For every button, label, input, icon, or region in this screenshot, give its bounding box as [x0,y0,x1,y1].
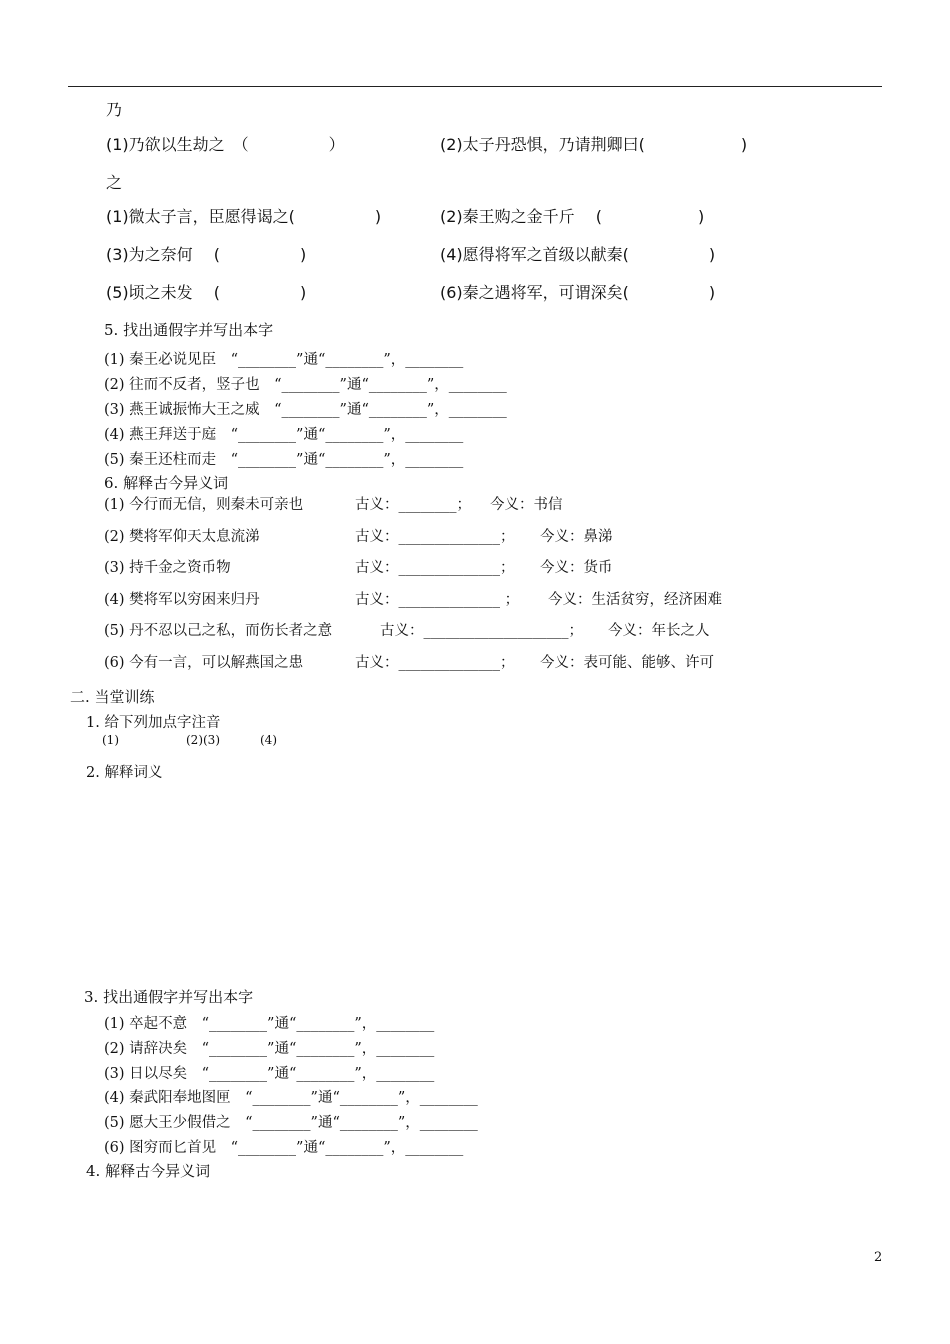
part2-q3-item-4: (4) 秦武阳奉地图匣 “________”通“________”，________ [104,1090,478,1106]
q6-jin-2: 今义：鼻涕 [540,529,613,545]
zhi-item-3: (3)为之奈何 ( ) [106,245,307,264]
part2-title: 二. 当堂训练 [70,688,155,706]
nai-item-2: (2)太子丹恐惧，乃请荆卿曰( ) [440,135,748,154]
part2-q3-title: 3. 找出通假字并写出本字 [84,988,254,1006]
q6-sentence-6: (6) 今有一言，可以解燕国之患 [104,655,304,671]
q5-item-5: (5) 秦王还柱而走 “________”通“________”，________ [104,452,464,468]
part2-q3-item-2: (2) 请辞决矣 “________”通“________”，________ [104,1041,435,1057]
part2-q1: 1. 给下列加点字注音 [86,715,221,731]
q6-gu-4: 古义：______________ ； [355,592,520,608]
section-heading-zhi: 之 [106,173,123,192]
part2-q1-item-3: (4) [260,733,277,747]
zhi-item-5: (5)顷之未发 ( ) [106,283,307,302]
q6-gu-3: 古义：______________； [355,560,515,576]
section-heading-nai: 乃 [106,100,123,119]
q6-jin-3: 今义：货币 [540,560,613,576]
q6-gu-1: 古义：________； [355,497,471,513]
q6-gu-2: 古义：______________； [355,529,515,545]
part2-q3-item-1: (1) 卒起不意 “________”通“________”，________ [104,1016,435,1032]
q6-sentence-2: (2) 樊将军仰天太息流涕 [104,529,260,545]
part2-q3-item-5: (5) 愿大王少假借之 “________”通“________”，________ [104,1115,478,1131]
part2-q2: 2. 解释词义 [86,765,163,781]
part2-q1-item-1: (1) [102,733,119,747]
q6-jin-5: 今义：年长之人 [608,623,710,639]
header-rule [68,86,882,87]
q5-item-1: (1) 秦王必说见臣 “________”通“________”，________ [104,352,464,368]
q6-sentence-5: (5) 丹不忍以己之私，而伤长者之意 [104,623,333,639]
page-number: 2 [874,1250,883,1265]
zhi-item-6: (6)秦之遇将军，可谓深矣( ) [440,283,716,302]
q5-item-4: (4) 燕王拜送于庭 “________”通“________”，________ [104,427,464,443]
q6-jin-1: 今义：书信 [490,497,563,513]
part2-q3-item-3: (3) 日以尽矣 “________”通“________”，________ [104,1066,435,1082]
q6-jin-4: 今义：生活贫穷，经济困难 [548,592,722,608]
q6-sentence-4: (4) 樊将军以穷困来归丹 [104,592,260,608]
nai-item-1: (1)乃欲以生劫之 （ ） [106,135,345,154]
q6-title: 6. 解释古今异义词 [104,474,229,492]
q6-sentence-1: (1) 今行而无信，则秦未可亲也 [104,497,304,513]
zhi-item-2: (2)秦王购之金千斤 ( ) [440,207,705,226]
part2-q3-item-6: (6) 图穷而匕首见 “________”通“________”，________ [104,1140,464,1156]
part2-q4: 4. 解释古今异义词 [86,1162,211,1180]
q5-item-2: (2) 往而不反者，竖子也 “________”通“________”，________ [104,377,507,393]
q5-title: 5. 找出通假字并写出本字 [104,321,274,339]
zhi-item-1: (1)微太子言，臣愿得谒之( ) [106,207,382,226]
zhi-item-4: (4)愿得将军之首级以献秦( ) [440,245,716,264]
q6-gu-5: 古义：____________________； [380,623,583,639]
part2-q1-item-2: (2)(3) [186,733,220,747]
q6-jin-6: 今义：表可能、能够、许可 [540,655,714,671]
q5-item-3: (3) 燕王诚振怖大王之威 “________”通“________”，________ [104,402,507,418]
q6-gu-6: 古义：______________； [355,655,515,671]
q6-sentence-3: (3) 持千金之资币物 [104,560,231,576]
